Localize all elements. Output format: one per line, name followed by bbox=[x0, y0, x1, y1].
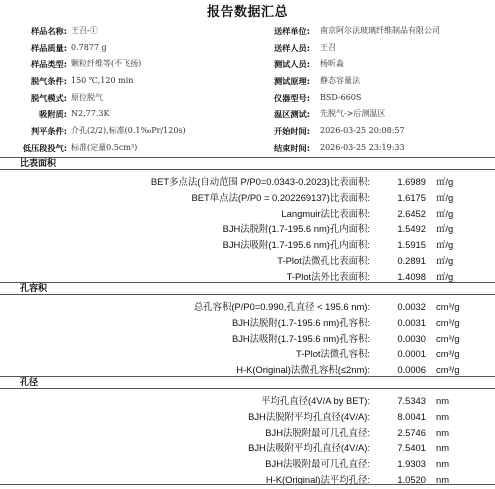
measurement-row bbox=[0, 253, 495, 269]
measurement-value: 1.6989 bbox=[397, 176, 426, 187]
info-label: 测试原理: bbox=[273, 76, 310, 87]
measurement-unit: nm bbox=[436, 473, 450, 485]
info-row-low-pressure-dose bbox=[0, 140, 495, 157]
info-label: 样品类型: bbox=[30, 59, 67, 70]
info-value: 王召-① bbox=[71, 26, 98, 35]
info-value: N2,77.3K bbox=[71, 109, 110, 119]
measurement-value: 2.5746 bbox=[397, 426, 426, 438]
measurement-value: 1.6175 bbox=[397, 191, 426, 203]
measurement-value: 0.0032 bbox=[397, 301, 426, 312]
measurement-unit: nm bbox=[436, 442, 450, 454]
divider bbox=[0, 484, 495, 485]
measurement-row bbox=[0, 315, 495, 331]
measurement-unit: ㎡/g bbox=[436, 223, 454, 235]
measurement-value: 7.5343 bbox=[397, 395, 426, 406]
info-row-sample-mass bbox=[0, 40, 495, 57]
measurement-label: BET多点法(自动范围 P/P0=0.0343-0.2023)比表面积: bbox=[150, 176, 370, 187]
measurement-value: 1.9303 bbox=[397, 458, 426, 470]
info-label: 判平条件: bbox=[30, 126, 67, 137]
measurement-row bbox=[0, 174, 495, 190]
measurement-label: BJH法脱附平均孔直径(4V/A): bbox=[248, 410, 370, 422]
measurement-row bbox=[0, 393, 495, 409]
measurement-value: 1.5915 bbox=[397, 239, 426, 251]
measurement-unit: cm³/g bbox=[436, 364, 460, 376]
sample-info-block bbox=[0, 23, 495, 157]
measurement-label: BJH法脱附最可几孔直径: bbox=[265, 426, 370, 438]
info-row-degas-condition bbox=[0, 73, 495, 90]
info-value: 杨昕淼 bbox=[320, 59, 344, 69]
measurement-label: 总孔容积(P/P0=0.990,孔直径 < 195.6 nm): bbox=[193, 301, 370, 312]
measurement-row bbox=[0, 425, 495, 441]
measurement-label: H-K(Original)法平均孔径: bbox=[265, 473, 370, 485]
measurement-row bbox=[0, 299, 495, 315]
info-label: 送样人员: bbox=[273, 42, 310, 53]
measurement-row bbox=[0, 221, 495, 237]
measurement-label: Langmuir法比表面积: bbox=[281, 207, 370, 219]
measurement-label: BJH法吸附平均孔直径(4V/A): bbox=[248, 442, 370, 454]
measurement-row bbox=[0, 409, 495, 425]
measurement-unit: nm bbox=[436, 426, 450, 438]
info-value: 150 ℃,120 min bbox=[71, 76, 134, 86]
measurement-value: 1.5492 bbox=[397, 223, 426, 235]
measurement-unit: nm bbox=[436, 410, 450, 422]
info-value: BSD-660S bbox=[320, 92, 362, 102]
divider bbox=[0, 388, 495, 389]
info-label: 样品名称: bbox=[30, 26, 67, 36]
measurement-value: 0.0006 bbox=[397, 364, 426, 376]
measurement-label: 平均孔直径(4V/A by BET): bbox=[261, 395, 370, 406]
info-label: 仪器型号: bbox=[273, 92, 310, 103]
divider bbox=[0, 294, 495, 295]
info-row-adsorbate bbox=[0, 106, 495, 123]
measurement-unit: cm³/g bbox=[436, 332, 460, 344]
measurement-label: T-Plot法微孔比表面积: bbox=[277, 254, 370, 266]
measurement-unit: ㎡/g bbox=[436, 270, 454, 282]
measurement-label: BJH法吸附最可几孔直径: bbox=[265, 458, 370, 470]
info-label: 吸附质: bbox=[39, 109, 67, 120]
info-row-degas-mode bbox=[0, 90, 495, 107]
info-value: 颗粒纤维等(不飞扬) bbox=[71, 59, 142, 69]
info-value: 2026-03-25 20:08:57 bbox=[320, 126, 405, 136]
measurement-label: BET单点法(P/P0 = 0.202269137)比表面积: bbox=[191, 191, 370, 203]
measurement-unit: nm bbox=[436, 395, 450, 406]
info-value: 0.7877 g bbox=[71, 42, 107, 52]
measurement-row bbox=[0, 346, 495, 362]
measurement-value: 0.0031 bbox=[397, 316, 426, 328]
measurement-label: BJH法吸附(1.7-195.6 nm)孔内面积: bbox=[222, 239, 370, 251]
info-label: 结束时间: bbox=[273, 142, 310, 153]
info-label: 脱气模式: bbox=[30, 92, 67, 103]
section-title: 孔径 bbox=[0, 376, 495, 389]
measurement-unit: cm³/g bbox=[436, 301, 460, 312]
info-label: 开始时间: bbox=[273, 126, 310, 137]
section-title: 比表面积 bbox=[0, 157, 495, 170]
report-title: 报告数据汇总 bbox=[206, 5, 288, 20]
info-value: 静态容量法 bbox=[320, 76, 360, 86]
measurement-unit: ㎡/g bbox=[436, 254, 454, 266]
measurement-unit: cm³/g bbox=[436, 348, 460, 360]
section-title: 孔容积 bbox=[0, 282, 495, 295]
measurement-value: 0.0030 bbox=[397, 332, 426, 344]
measurement-label: BJH法脱附(1.7-195.6 nm)孔容积: bbox=[231, 316, 370, 328]
measurement-unit: cm³/g bbox=[436, 316, 460, 328]
measurement-unit: ㎡/g bbox=[436, 176, 454, 187]
measurement-value: 1.4098 bbox=[397, 270, 426, 282]
info-label: 样品质量: bbox=[30, 42, 67, 53]
measurement-unit: ㎡/g bbox=[436, 191, 454, 203]
measurement-row bbox=[0, 190, 495, 206]
measurement-row bbox=[0, 472, 495, 488]
info-label: 低压段投气: bbox=[22, 142, 67, 153]
info-value: 南京阿尔法玻璃纤维制品有限公司 bbox=[320, 26, 440, 35]
measurement-row bbox=[0, 237, 495, 253]
measurement-row bbox=[0, 206, 495, 222]
measurement-value: 7.5401 bbox=[397, 442, 426, 454]
measurement-unit: ㎡/g bbox=[436, 207, 454, 219]
measurement-value: 8.0041 bbox=[397, 410, 426, 422]
measurement-value: 0.2891 bbox=[397, 254, 426, 266]
info-value: 标准(定量0.5cm³) bbox=[71, 142, 138, 152]
info-row-equilibrium bbox=[0, 123, 495, 140]
measurement-row bbox=[0, 456, 495, 472]
info-value: 介孔(2/2),标准(0.1‰Pr/120s) bbox=[71, 126, 186, 136]
measurement-unit: ㎡/g bbox=[436, 239, 454, 251]
measurement-value: 1.0520 bbox=[397, 473, 426, 485]
info-label: 脱气条件: bbox=[30, 76, 67, 87]
info-label: 温区测试: bbox=[273, 109, 310, 120]
info-label: 测试人员: bbox=[273, 59, 310, 70]
divider bbox=[0, 169, 495, 170]
section-pore-diameter bbox=[0, 376, 495, 488]
measurement-label: H-K(Original)法微孔容积(≤2nm): bbox=[236, 364, 370, 376]
info-value: 原位脱气 bbox=[71, 92, 103, 102]
measurement-label: T-Plot法微孔容积: bbox=[296, 348, 370, 360]
info-value: 2026-03-25 23:19:33 bbox=[320, 142, 405, 152]
info-row-sample-name bbox=[0, 23, 495, 40]
info-label: 送样单位: bbox=[273, 26, 310, 36]
measurement-label: BJH法脱附(1.7-195.6 nm)孔内面积: bbox=[222, 223, 370, 235]
info-row-sample-type bbox=[0, 56, 495, 73]
section-surface-area bbox=[0, 157, 495, 285]
measurement-unit: nm bbox=[436, 458, 450, 470]
info-value: 先脱气->后测温区 bbox=[320, 109, 386, 119]
info-value: 王召 bbox=[320, 42, 336, 52]
measurement-value: 0.0001 bbox=[397, 348, 426, 360]
measurement-row bbox=[0, 331, 495, 347]
measurement-label: BJH法吸附(1.7-195.6 nm)孔容积: bbox=[231, 332, 370, 344]
measurement-value: 2.6452 bbox=[397, 207, 426, 219]
measurement-label: T-Plot法外比表面积: bbox=[286, 270, 370, 282]
section-pore-volume bbox=[0, 282, 495, 378]
measurement-row bbox=[0, 440, 495, 456]
